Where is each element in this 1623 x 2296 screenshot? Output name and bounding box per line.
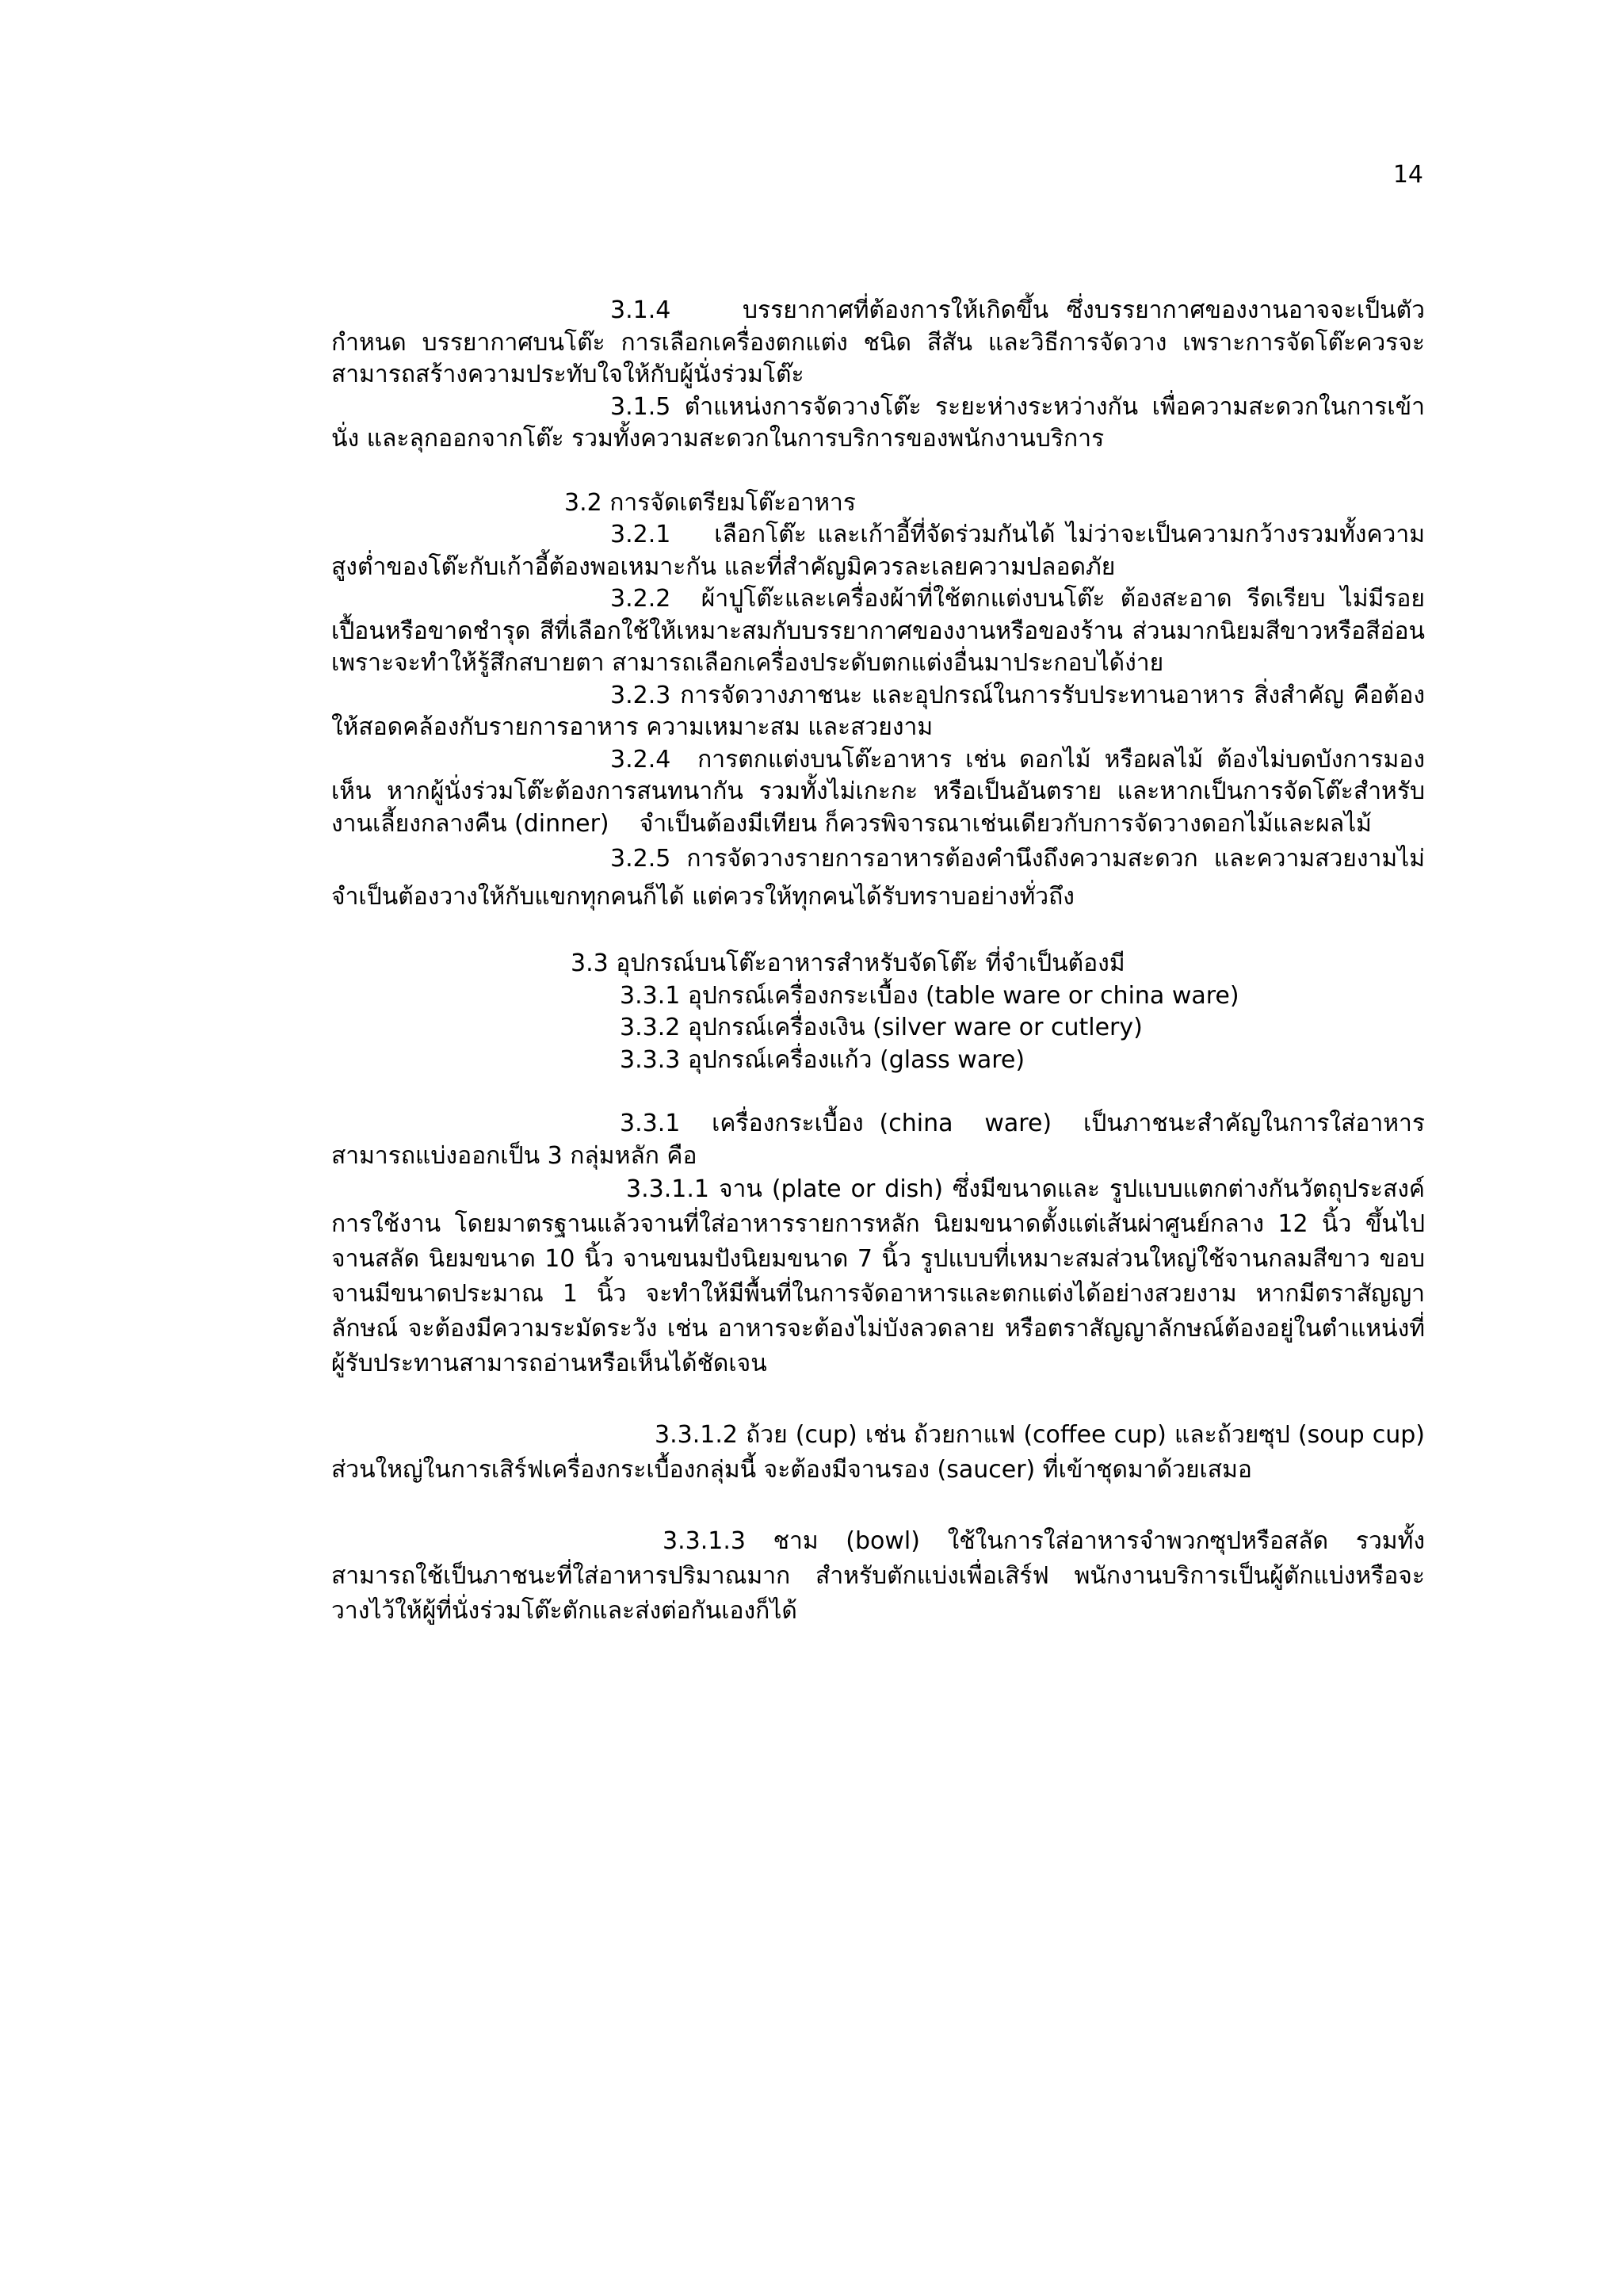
spacer xyxy=(331,456,1425,487)
paragraph-3-1-5: 3.1.5 ตำแหน่งการจัดวางโต๊ะ ระยะห่างระหว่างกัน เพื่อความสะดวกในการเข้านั่ง และลุกออกจากโต๊ะ รวมทั้งความสะดวกในการบริการของพนักงานบริการ xyxy=(331,392,1425,453)
paragraph-3-2-5: 3.2.5 การจัดวางรายการอาหารต้องคำนึงถึงความสะดวก และความสวยงามไม่จำเป็นต้องวางให้กับแขกทุกคนก็ได้ แต่ควรให้ทุกคนได้รับทราบอย่างทั่วถึง xyxy=(331,845,1425,911)
paragraph-3-3-1-1: 3.3.1.1 จาน (plate or dish) ซึ่งมีขนาดและ รูปแบบแตกต่างกันวัตถุประสงค์การใช้งาน โดยมาตรฐานแล้วจานที่ใส่อาหารรายการหลัก นิยมขนาดตั้งแต่เส้นผ่าศูนย์กลาง 12 นิ้ว ขึ้นไป จานสลัด นิยมขนาด 10 นิ้ว จานขนมปังนิยมขนาด 7 นิ้ว รูปแบบที่เหมาะสมส่วนใหญ่ใช้จานกลมสีขาว ขอบจานมีขนาดประมาณ 1 นิ้ว จะทำให้มีพื้นที่ในการจัดอาหารและตกแต่งได้อย่างสวยงาม หากมีตราสัญญาลักษณ์ จะต้องมีความระมัดระวัง เช่น อาหารจะต้องไม่บังลวดลาย หรือตราสัญญาลักษณ์ต้องอยู่ในตำแหน่งที่ผู้รับประทานสามารถอ่านหรือเห็นได้ชัดเจน xyxy=(331,1175,1425,1377)
spacer xyxy=(331,916,1425,948)
paragraph-3-2-1: 3.2.1 เลือกโต๊ะ และเก้าอี้ที่จัดร่วมกันได้ ไม่ว่าจะเป็นความกว้างรวมทั้งความสูงต่ำของโต๊ะกับเก้าอี้ต้องพอเหมาะกัน และที่สำคัญมิควรละเลยความปลอดภัย xyxy=(331,521,1425,581)
section-heading-3-3: 3.3 อุปกรณ์บนโต๊ะอาหารสำหรับจัดโต๊ะ ที่จำเป็นต้องมี xyxy=(571,949,1125,977)
page-number: 14 xyxy=(1392,161,1423,189)
paragraph-3-3-1: 3.3.1 เครื่องกระเบื้อง (china ware) เป็นภาชนะสำคัญในการใส่อาหารสามารถแบ่งออกเป็น 3 กลุ่มหลัก คือ xyxy=(331,1110,1425,1170)
spacer xyxy=(331,1488,1425,1524)
document-body xyxy=(331,295,1425,1629)
section-heading-3-2: 3.2 การจัดเตรียมโต๊ะอาหาร xyxy=(564,488,856,517)
spacer xyxy=(331,1381,1425,1418)
list-item-3-3-3: 3.3.3 อุปกรณ์เครื่องแก้ว (glass ware) xyxy=(620,1045,1025,1074)
paragraph-3-2-4: 3.2.4 การตกแต่งบนโต๊ะอาหาร เช่น ดอกไม้ หรือผลไม้ ต้องไม่บดบังการมองเห็น หากผู้นั่งร่วมโต๊ะต้องการสนทนากัน รวมทั้งไม่เกะกะ หรือเป็นอันตราย และหากเป็นการจัดโต๊ะสำหรับงานเลี้ยงกลางคืน (dinner) จำเป็นต้องมีเทียน ก็ควรพิจารณาเช่นเดียวกับการจัดวางดอกไม้และผลไม้ xyxy=(331,745,1425,838)
list-item-3-3-1: 3.3.1 อุปกรณ์เครื่องกระเบื้อง (table ware or china ware) xyxy=(620,981,1239,1010)
paragraph-3-1-4: 3.1.4 บรรยากาศที่ต้องการให้เกิดขึ้น ซึ่งบรรยากาศของงานอาจจะเป็นตัวกำหนด บรรยากาศบนโต๊ะ การเลือกเครื่องตกแต่ง ชนิด สีสัน และวิธีการจัดวาง เพราะการจัดโต๊ะควรจะสามารถสร้างความประทับใจให้กับผู้นั่งร่วมโต๊ะ xyxy=(331,296,1425,388)
paragraph-3-3-1-3: 3.3.1.3 ชาม (bowl) ใช้ในการใส่อาหารจำพวกซุปหรือสลัด รวมทั้งสามารถใช้เป็นภาชนะที่ใส่อาหารปริมาณมาก สำหรับตักแบ่งเพื่อเสิร์ฟ พนักงานบริการเป็นผู้ตักแบ่งหรือจะวางไว้ให้ผู้ที่นั่งร่วมโต๊ะตักและส่งต่อกันเองก็ได้ xyxy=(331,1527,1425,1625)
paragraph-3-2-2: 3.2.2 ผ้าปูโต๊ะและเครื่องผ้าที่ใช้ตกแต่งบนโต๊ะ ต้องสะอาด รีดเรียบ ไม่มีรอยเปื้อนหรือขาดชำรุด สีที่เลือกใช้ให้เหมาะสมกับบรรยากาศของงานหรือของร้าน ส่วนมากนิยมสีขาวหรือสีอ่อน เพราะจะทำให้รู้สึกสบายตา สามารถเลือกเครื่องประดับตกแต่งอื่นมาประกอบได้ง่าย xyxy=(331,585,1425,677)
paragraph-3-3-1-2: 3.3.1.2 ถ้วย (cup) เช่น ถ้วยกาแฟ (coffee cup) และถ้วยซุป (soup cup) ส่วนใหญ่ในการเสิร์ฟเครื่องกระเบื้องกลุ่มนี้ จะต้องมีจานรอง (saucer) ที่เข้าชุดมาด้วยเสมอ xyxy=(331,1421,1425,1484)
paragraph-3-2-3: 3.2.3 การจัดวางภาชนะ และอุปกรณ์ในการรับประทานอาหาร สิ่งสำคัญ คือต้องให้สอดคล้องกับรายการอาหาร ความเหมาะสม และสวยงาม xyxy=(331,681,1425,741)
spacer xyxy=(331,1076,1425,1108)
list-item-3-3-2: 3.3.2 อุปกรณ์เครื่องเงิน (silver ware or cutlery) xyxy=(620,1014,1143,1041)
